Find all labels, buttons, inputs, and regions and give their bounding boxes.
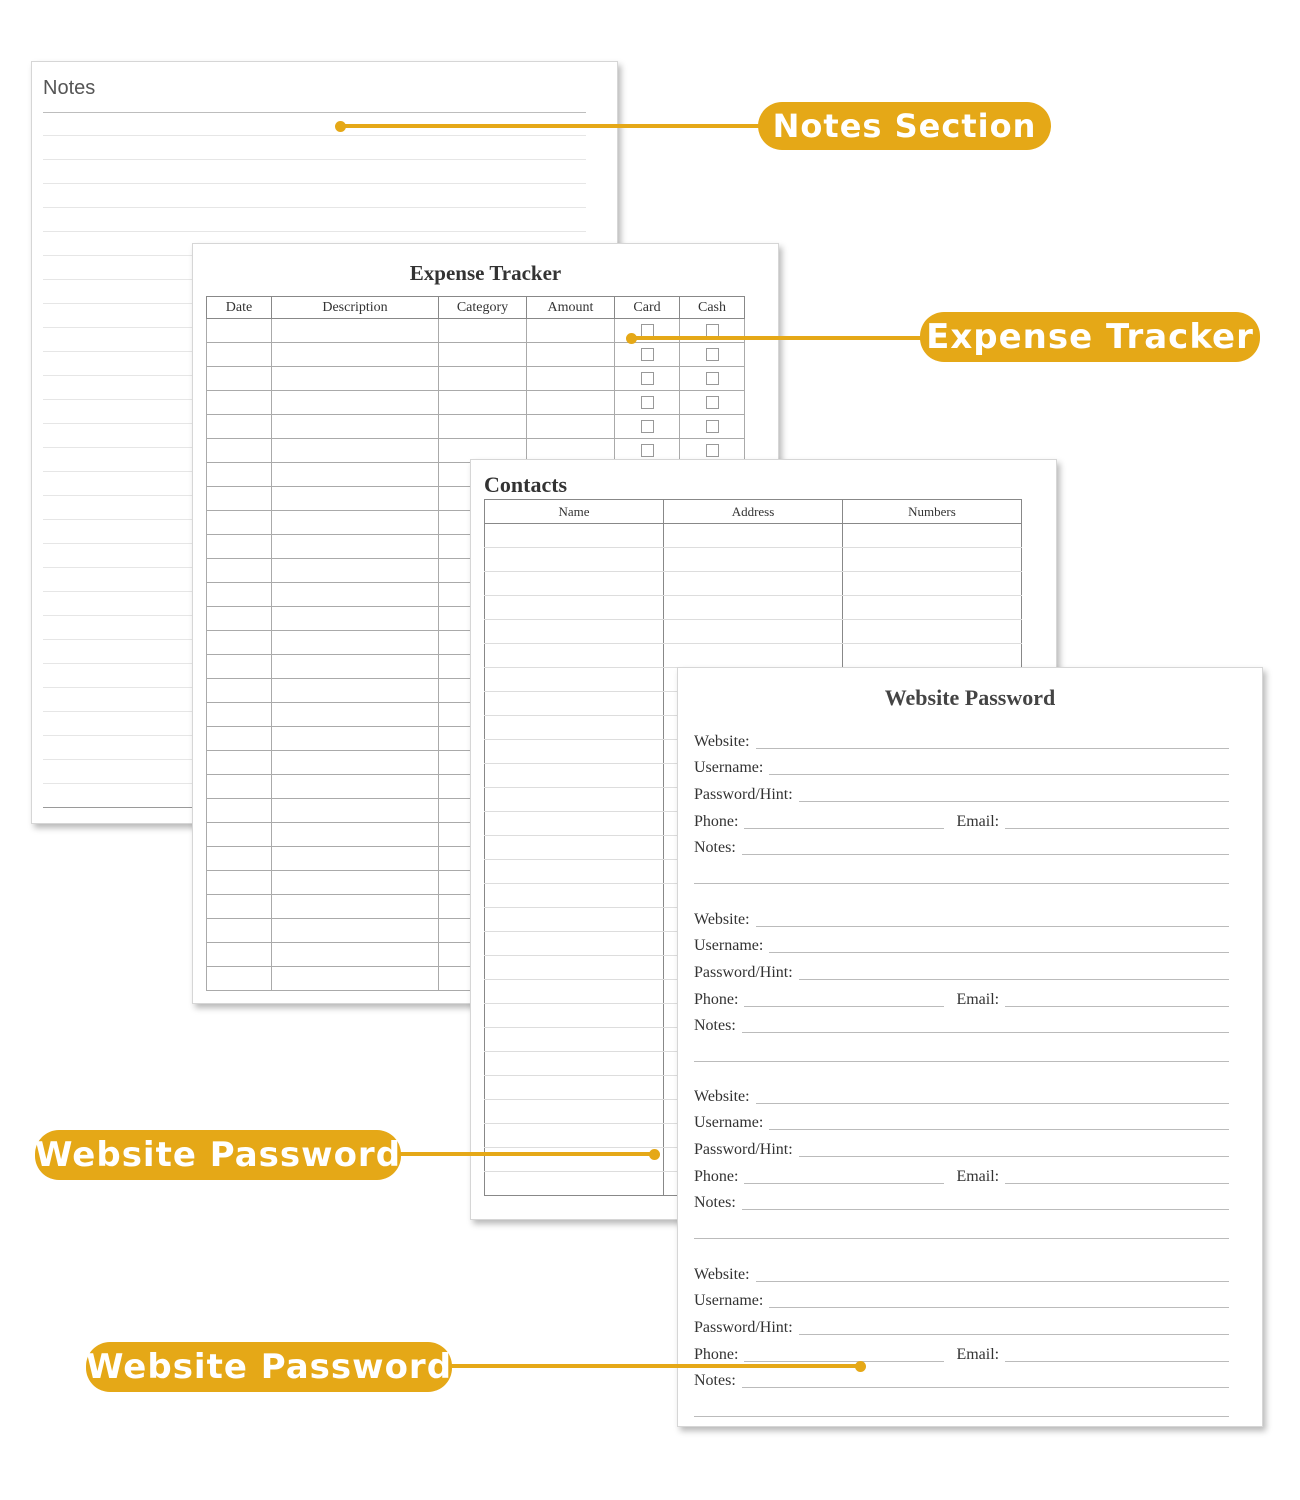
website-label: Website: bbox=[694, 1265, 750, 1283]
notes-field[interactable] bbox=[742, 1208, 1229, 1210]
username-label: Username: bbox=[694, 1292, 764, 1310]
date-cell[interactable] bbox=[207, 847, 272, 871]
description-cell[interactable] bbox=[272, 415, 439, 439]
amount-cell[interactable] bbox=[527, 391, 615, 415]
date-cell[interactable] bbox=[207, 583, 272, 607]
notes-label: Notes: bbox=[694, 1017, 736, 1035]
phone-label: Phone: bbox=[694, 812, 739, 830]
address-cell[interactable] bbox=[664, 596, 843, 620]
name-cell[interactable] bbox=[485, 716, 664, 740]
description-cell[interactable] bbox=[272, 751, 439, 775]
column-header-category: Category bbox=[439, 297, 527, 319]
password-hint-label: Password/Hint: bbox=[694, 1319, 793, 1337]
table-row bbox=[207, 415, 745, 439]
date-cell[interactable] bbox=[207, 895, 272, 919]
category-cell[interactable] bbox=[439, 415, 527, 439]
description-cell[interactable] bbox=[272, 439, 439, 463]
name-cell[interactable] bbox=[485, 884, 664, 908]
numbers-cell[interactable] bbox=[843, 524, 1022, 548]
date-cell[interactable] bbox=[207, 967, 272, 991]
password-hint-field[interactable] bbox=[799, 800, 1229, 802]
notes-row bbox=[694, 1186, 1229, 1213]
table-row bbox=[207, 343, 745, 367]
card-checkbox[interactable] bbox=[641, 420, 654, 433]
phone-field[interactable] bbox=[744, 827, 944, 829]
table-row bbox=[485, 644, 1022, 668]
notes-line[interactable] bbox=[43, 184, 586, 208]
name-cell[interactable] bbox=[485, 860, 664, 884]
description-cell[interactable] bbox=[272, 775, 439, 799]
date-cell[interactable] bbox=[207, 367, 272, 391]
phone-label: Phone: bbox=[694, 1167, 739, 1185]
contacts-header-row bbox=[485, 500, 1022, 524]
notes-extra-line[interactable] bbox=[694, 1035, 1229, 1062]
notes-line[interactable] bbox=[43, 208, 586, 232]
amount-cell[interactable] bbox=[527, 319, 615, 343]
category-cell[interactable] bbox=[439, 319, 527, 343]
description-cell[interactable] bbox=[272, 583, 439, 607]
website-password-leader-1-dot bbox=[649, 1149, 660, 1160]
name-cell[interactable] bbox=[485, 1052, 664, 1076]
cash-checkbox[interactable] bbox=[706, 420, 719, 433]
column-header-description: Description bbox=[272, 297, 439, 319]
name-cell[interactable] bbox=[485, 812, 664, 836]
address-cell[interactable] bbox=[664, 644, 843, 668]
name-cell[interactable] bbox=[485, 1028, 664, 1052]
description-cell[interactable] bbox=[272, 943, 439, 967]
email-field[interactable] bbox=[1005, 1360, 1229, 1362]
name-cell[interactable] bbox=[485, 620, 664, 644]
date-cell[interactable] bbox=[207, 319, 272, 343]
password-entry bbox=[694, 1079, 1229, 1239]
notes-extra-line[interactable] bbox=[694, 1212, 1229, 1239]
category-cell[interactable] bbox=[439, 391, 527, 415]
username-row bbox=[694, 1284, 1229, 1311]
table-row bbox=[207, 367, 745, 391]
password-hint-field[interactable] bbox=[799, 978, 1229, 980]
table-row bbox=[485, 572, 1022, 596]
card-checkbox[interactable] bbox=[641, 396, 654, 409]
name-cell[interactable] bbox=[485, 764, 664, 788]
username-field[interactable] bbox=[769, 1128, 1229, 1130]
notes-extra-line[interactable] bbox=[694, 857, 1229, 884]
notes-section-leader bbox=[340, 124, 765, 128]
description-cell[interactable] bbox=[272, 367, 439, 391]
expense-tracker-callout: Expense Tracker bbox=[920, 312, 1260, 362]
category-cell[interactable] bbox=[439, 367, 527, 391]
website-field[interactable] bbox=[756, 1280, 1229, 1282]
description-cell[interactable] bbox=[272, 463, 439, 487]
column-header-card: Card bbox=[615, 297, 680, 319]
name-cell[interactable] bbox=[485, 668, 664, 692]
phone-email-row bbox=[694, 1159, 1229, 1186]
description-cell[interactable] bbox=[272, 799, 439, 823]
name-cell[interactable] bbox=[485, 644, 664, 668]
column-header-numbers: Numbers bbox=[843, 500, 1022, 524]
website-row bbox=[694, 902, 1229, 929]
phone-email-row bbox=[694, 804, 1229, 831]
name-cell[interactable] bbox=[485, 1172, 664, 1196]
email-label: Email: bbox=[956, 990, 1000, 1008]
description-cell[interactable] bbox=[272, 631, 439, 655]
description-cell[interactable] bbox=[272, 559, 439, 583]
name-cell[interactable] bbox=[485, 692, 664, 716]
username-field[interactable] bbox=[769, 773, 1229, 775]
column-header-amount: Amount bbox=[527, 297, 615, 319]
description-cell[interactable] bbox=[272, 679, 439, 703]
column-header-cash: Cash bbox=[680, 297, 745, 319]
date-cell[interactable] bbox=[207, 679, 272, 703]
description-cell[interactable] bbox=[272, 727, 439, 751]
column-header-name: Name bbox=[485, 500, 664, 524]
card-checkbox[interactable] bbox=[641, 444, 654, 457]
phone-label: Phone: bbox=[694, 1345, 739, 1363]
description-cell[interactable] bbox=[272, 919, 439, 943]
date-cell[interactable] bbox=[207, 751, 272, 775]
notes-label: Notes: bbox=[694, 839, 736, 857]
notes-row bbox=[694, 831, 1229, 858]
description-cell[interactable] bbox=[272, 391, 439, 415]
amount-cell[interactable] bbox=[527, 415, 615, 439]
notes-field[interactable] bbox=[742, 853, 1229, 855]
website-password-page bbox=[677, 667, 1263, 1427]
password-hint-row bbox=[694, 1132, 1229, 1159]
date-cell[interactable] bbox=[207, 919, 272, 943]
table-row bbox=[485, 548, 1022, 572]
expense-tracker-title: Expense Tracker bbox=[409, 261, 562, 285]
description-cell[interactable] bbox=[272, 343, 439, 367]
date-cell[interactable] bbox=[207, 703, 272, 727]
password-hint-label: Password/Hint: bbox=[694, 964, 793, 982]
cash-cell[interactable] bbox=[680, 391, 745, 415]
website-field[interactable] bbox=[756, 747, 1229, 749]
amount-cell[interactable] bbox=[527, 367, 615, 391]
username-label: Username: bbox=[694, 937, 764, 955]
username-field[interactable] bbox=[769, 1306, 1229, 1308]
email-field[interactable] bbox=[1005, 1005, 1229, 1007]
description-cell[interactable] bbox=[272, 895, 439, 919]
password-entry bbox=[694, 902, 1229, 1062]
phone-email-row bbox=[694, 1337, 1229, 1364]
date-cell[interactable] bbox=[207, 727, 272, 751]
expense-header-row bbox=[207, 297, 745, 319]
notes-row bbox=[694, 1009, 1229, 1036]
cash-cell[interactable] bbox=[680, 415, 745, 439]
name-cell[interactable] bbox=[485, 740, 664, 764]
phone-field[interactable] bbox=[744, 1182, 944, 1184]
username-label: Username: bbox=[694, 759, 764, 777]
date-cell[interactable] bbox=[207, 631, 272, 655]
name-cell[interactable] bbox=[485, 932, 664, 956]
column-header-date: Date bbox=[207, 297, 272, 319]
phone-field[interactable] bbox=[744, 1360, 944, 1362]
column-header-address: Address bbox=[664, 500, 843, 524]
name-cell[interactable] bbox=[485, 1100, 664, 1124]
cash-cell[interactable] bbox=[680, 343, 745, 367]
password-hint-row bbox=[694, 1310, 1229, 1337]
table-row bbox=[485, 620, 1022, 644]
password-entry bbox=[694, 724, 1229, 884]
card-cell[interactable] bbox=[615, 343, 680, 367]
description-cell[interactable] bbox=[272, 967, 439, 991]
email-label: Email: bbox=[956, 812, 1000, 830]
website-row bbox=[694, 1257, 1229, 1284]
name-cell[interactable] bbox=[485, 524, 664, 548]
username-field[interactable] bbox=[769, 951, 1229, 953]
date-cell[interactable] bbox=[207, 871, 272, 895]
name-cell[interactable] bbox=[485, 572, 664, 596]
notes-label: Notes: bbox=[694, 1194, 736, 1212]
description-cell[interactable] bbox=[272, 847, 439, 871]
name-cell[interactable] bbox=[485, 596, 664, 620]
date-cell[interactable] bbox=[207, 511, 272, 535]
card-checkbox[interactable] bbox=[641, 324, 654, 337]
category-cell[interactable] bbox=[439, 343, 527, 367]
table-row bbox=[207, 391, 745, 415]
table-row bbox=[485, 524, 1022, 548]
description-cell[interactable] bbox=[272, 319, 439, 343]
card-cell[interactable] bbox=[615, 415, 680, 439]
date-cell[interactable] bbox=[207, 439, 272, 463]
numbers-cell[interactable] bbox=[843, 620, 1022, 644]
numbers-cell[interactable] bbox=[843, 548, 1022, 572]
address-cell[interactable] bbox=[664, 548, 843, 572]
password-hint-row bbox=[694, 955, 1229, 982]
date-cell[interactable] bbox=[207, 487, 272, 511]
website-password-leader-2-dot bbox=[855, 1361, 866, 1372]
password-hint-label: Password/Hint: bbox=[694, 1141, 793, 1159]
date-cell[interactable] bbox=[207, 343, 272, 367]
website-field[interactable] bbox=[756, 1102, 1229, 1104]
email-label: Email: bbox=[956, 1167, 1000, 1185]
website-password-leader-2 bbox=[448, 1364, 861, 1368]
notes-section-leader-dot bbox=[335, 121, 346, 132]
description-cell[interactable] bbox=[272, 871, 439, 895]
username-row bbox=[694, 751, 1229, 778]
cash-checkbox[interactable] bbox=[706, 444, 719, 457]
name-cell[interactable] bbox=[485, 1124, 664, 1148]
name-cell[interactable] bbox=[485, 1076, 664, 1100]
notes-field[interactable] bbox=[742, 1386, 1229, 1388]
website-field[interactable] bbox=[756, 925, 1229, 927]
notes-section-callout: Notes Section bbox=[758, 102, 1051, 150]
address-cell[interactable] bbox=[664, 572, 843, 596]
email-label: Email: bbox=[956, 1345, 1000, 1363]
date-cell[interactable] bbox=[207, 463, 272, 487]
notes-extra-line[interactable] bbox=[694, 1390, 1229, 1417]
phone-label: Phone: bbox=[694, 990, 739, 1008]
date-cell[interactable] bbox=[207, 799, 272, 823]
date-cell[interactable] bbox=[207, 775, 272, 799]
notes-label: Notes: bbox=[694, 1372, 736, 1390]
table-row bbox=[485, 596, 1022, 620]
description-cell[interactable] bbox=[272, 823, 439, 847]
numbers-cell[interactable] bbox=[843, 596, 1022, 620]
cash-checkbox[interactable] bbox=[706, 396, 719, 409]
username-row bbox=[694, 929, 1229, 956]
description-cell[interactable] bbox=[272, 655, 439, 679]
card-cell[interactable] bbox=[615, 367, 680, 391]
cash-checkbox[interactable] bbox=[706, 372, 719, 385]
date-cell[interactable] bbox=[207, 943, 272, 967]
card-checkbox[interactable] bbox=[641, 348, 654, 361]
expense-tracker-leader-dot bbox=[626, 333, 637, 344]
website-label: Website: bbox=[694, 1087, 750, 1105]
notes-line[interactable] bbox=[43, 136, 586, 160]
cash-checkbox[interactable] bbox=[706, 324, 719, 337]
website-password-title: Website Password bbox=[884, 685, 1056, 710]
cash-checkbox[interactable] bbox=[706, 348, 719, 361]
website-password-leader-1 bbox=[395, 1152, 657, 1156]
notes-title: Notes bbox=[43, 77, 96, 99]
website-password-callout-1: Website Password bbox=[35, 1130, 401, 1180]
password-hint-row bbox=[694, 777, 1229, 804]
email-field[interactable] bbox=[1005, 827, 1229, 829]
name-cell[interactable] bbox=[485, 788, 664, 812]
date-cell[interactable] bbox=[207, 823, 272, 847]
description-cell[interactable] bbox=[272, 703, 439, 727]
address-cell[interactable] bbox=[664, 524, 843, 548]
name-cell[interactable] bbox=[485, 980, 664, 1004]
cash-cell[interactable] bbox=[680, 367, 745, 391]
username-label: Username: bbox=[694, 1114, 764, 1132]
date-cell[interactable] bbox=[207, 559, 272, 583]
date-cell[interactable] bbox=[207, 607, 272, 631]
expense-tracker-leader bbox=[631, 336, 926, 340]
numbers-cell[interactable] bbox=[843, 572, 1022, 596]
notes-line[interactable] bbox=[43, 160, 586, 184]
username-row bbox=[694, 1106, 1229, 1133]
name-cell[interactable] bbox=[485, 956, 664, 980]
name-cell[interactable] bbox=[485, 836, 664, 860]
date-cell[interactable] bbox=[207, 391, 272, 415]
date-cell[interactable] bbox=[207, 415, 272, 439]
numbers-cell[interactable] bbox=[843, 644, 1022, 668]
description-cell[interactable] bbox=[272, 487, 439, 511]
website-row bbox=[694, 1079, 1229, 1106]
card-cell[interactable] bbox=[615, 391, 680, 415]
website-label: Website: bbox=[694, 732, 750, 750]
website-password-callout-2: Website Password bbox=[86, 1342, 452, 1392]
name-cell[interactable] bbox=[485, 548, 664, 572]
date-cell[interactable] bbox=[207, 535, 272, 559]
amount-cell[interactable] bbox=[527, 343, 615, 367]
name-cell[interactable] bbox=[485, 1004, 664, 1028]
website-row bbox=[694, 724, 1229, 751]
password-hint-label: Password/Hint: bbox=[694, 786, 793, 804]
password-hint-field[interactable] bbox=[799, 1155, 1229, 1157]
date-cell[interactable] bbox=[207, 655, 272, 679]
contacts-title: Contacts bbox=[484, 472, 568, 497]
name-cell[interactable] bbox=[485, 908, 664, 932]
description-cell[interactable] bbox=[272, 535, 439, 559]
password-entry bbox=[694, 1257, 1229, 1417]
card-checkbox[interactable] bbox=[641, 372, 654, 385]
password-hint-field[interactable] bbox=[799, 1333, 1229, 1335]
notes-field[interactable] bbox=[742, 1031, 1229, 1033]
description-cell[interactable] bbox=[272, 511, 439, 535]
address-cell[interactable] bbox=[664, 620, 843, 644]
description-cell[interactable] bbox=[272, 607, 439, 631]
phone-field[interactable] bbox=[744, 1005, 944, 1007]
website-label: Website: bbox=[694, 910, 750, 928]
email-field[interactable] bbox=[1005, 1182, 1229, 1184]
phone-email-row bbox=[694, 982, 1229, 1009]
